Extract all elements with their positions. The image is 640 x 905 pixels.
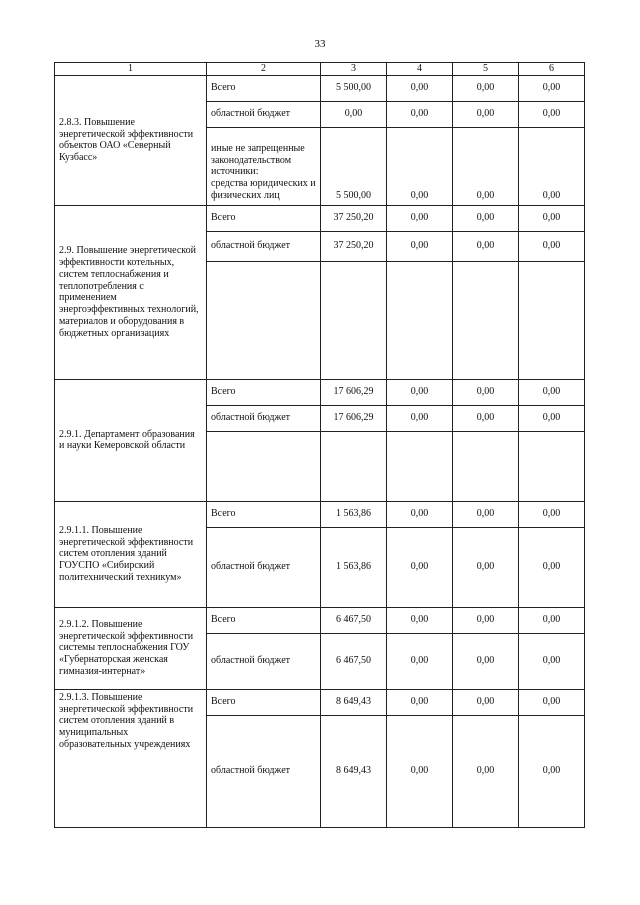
value-cell: 0,00 [387,689,453,715]
value-cell: 0,00 [519,231,585,261]
funding-source: областной бюджет [207,231,321,261]
value-cell: 0,00 [387,607,453,633]
value-cell: 0,00 [453,633,519,689]
program-item-name: 2.9.1.3. Повышение энергетической эффективности систем отопления зданий в муниципальных образовательных учреждениях [55,689,207,827]
funding-source: областной бюджет [207,715,321,827]
column-header: 1 [55,63,207,76]
value-cell: 0,00 [519,101,585,127]
value-cell: 0,00 [387,127,453,205]
column-header-row [55,63,585,76]
value-cell: 0,00 [453,527,519,607]
funding-source: Всего [207,75,321,101]
value-cell: 0,00 [321,101,387,127]
value-cell: 5 500,00 [321,75,387,101]
program-item-name: 2.9. Повышение энергетической эффективности котельных, систем теплоснабжения и теплопотребления с применением энергоэффективных технологий, материалов и оборудования в бюджетных организациях [55,205,207,379]
budget-table [54,62,585,828]
column-header: 6 [519,63,585,76]
value-cell: 0,00 [387,633,453,689]
value-cell: 17 606,29 [321,379,387,405]
value-cell: 1 563,86 [321,527,387,607]
value-cell: 0,00 [519,715,585,827]
value-cell: 8 649,43 [321,689,387,715]
table-row [55,607,585,633]
value-cell: 17 606,29 [321,405,387,431]
empty-cell [387,431,453,501]
value-cell: 0,00 [387,379,453,405]
value-cell: 0,00 [387,75,453,101]
value-cell: 37 250,20 [321,231,387,261]
program-item-name: 2.9.1. Департамент образования и науки Кемеровской области [55,379,207,501]
value-cell: 0,00 [387,501,453,527]
value-cell: 0,00 [519,405,585,431]
empty-cell [207,431,321,501]
value-cell: 0,00 [387,527,453,607]
value-cell: 6 467,50 [321,633,387,689]
funding-source: областной бюджет [207,101,321,127]
program-item-name: 2.9.1.2. Повышение энергетической эффективности системы теплоснабжения ГОУ «Губернаторская женская гимназия-интернат» [55,607,207,689]
value-cell: 1 563,86 [321,501,387,527]
table-row [55,379,585,405]
value-cell: 0,00 [453,607,519,633]
funding-source: иные не запрещенные законодательством источники: средства юридических и физических лиц [207,127,321,205]
value-cell: 0,00 [453,379,519,405]
value-cell: 0,00 [387,205,453,231]
funding-source: Всего [207,379,321,405]
table-row [55,205,585,231]
value-cell: 0,00 [519,527,585,607]
funding-source: областной бюджет [207,527,321,607]
column-header: 2 [207,63,321,76]
funding-source: областной бюджет [207,405,321,431]
empty-cell [387,261,453,379]
funding-source: Всего [207,501,321,527]
column-header: 4 [387,63,453,76]
funding-source: Всего [207,205,321,231]
value-cell: 0,00 [453,231,519,261]
value-cell: 0,00 [519,75,585,101]
table-row [55,501,585,527]
program-item-name: 2.9.1.1. Повышение энергетической эффективности систем отопления зданий ГОУСПО «Сибирский политехнический техникум» [55,501,207,607]
value-cell: 0,00 [519,205,585,231]
empty-cell [453,261,519,379]
empty-cell [321,261,387,379]
value-cell: 0,00 [453,715,519,827]
value-cell: 0,00 [453,75,519,101]
value-cell: 0,00 [453,689,519,715]
value-cell: 0,00 [519,379,585,405]
column-header: 5 [453,63,519,76]
empty-cell [519,261,585,379]
value-cell: 0,00 [453,501,519,527]
value-cell: 0,00 [453,205,519,231]
empty-cell [453,431,519,501]
funding-source: Всего [207,689,321,715]
empty-cell [519,431,585,501]
value-cell: 5 500,00 [321,127,387,205]
value-cell: 0,00 [387,715,453,827]
value-cell: 0,00 [453,101,519,127]
value-cell: 0,00 [387,231,453,261]
table-row [55,75,585,101]
program-item-name: 2.8.3. Повышение энергетической эффективности объектов ОАО «Северный Кузбасс» [55,75,207,205]
value-cell: 0,00 [519,127,585,205]
value-cell: 6 467,50 [321,607,387,633]
funding-source: областной бюджет [207,633,321,689]
value-cell: 0,00 [519,689,585,715]
value-cell: 0,00 [387,101,453,127]
value-cell: 0,00 [387,405,453,431]
empty-cell [207,261,321,379]
value-cell: 0,00 [453,405,519,431]
value-cell: 0,00 [519,501,585,527]
value-cell: 37 250,20 [321,205,387,231]
value-cell: 0,00 [519,633,585,689]
empty-cell [321,431,387,501]
value-cell: 8 649,43 [321,715,387,827]
value-cell: 0,00 [519,607,585,633]
column-header: 3 [321,63,387,76]
page-number: 33 [314,38,326,50]
funding-source: Всего [207,607,321,633]
table-row [55,689,585,715]
value-cell: 0,00 [453,127,519,205]
